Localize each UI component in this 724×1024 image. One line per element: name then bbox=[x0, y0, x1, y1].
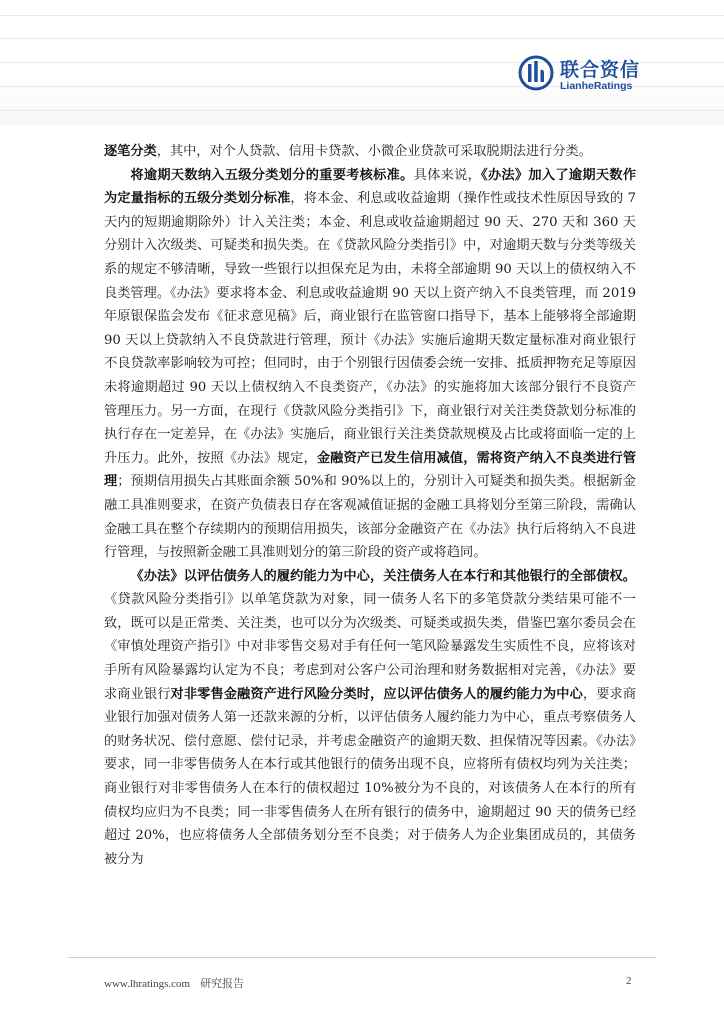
body-text: ，将本金、利息或收益逾期（操作性或技术性原因导致的 7 天内的短期逾期除外）计入关注类；本金、利息或收益逾期超过 90 天、270 天和 360 天分别计入次级类、可疑类和损失类。在《贷款风险分类指引》中，对逾期天数与分类等级关系的规定不够清晰，导致一些银行以担保充足为由，未将全部逾期 90 天以上的债权纳入不良类管理。《办法》要求将本金、利息或收益逾期 90 天以上资产纳入不良类管理，而 2019 年原银保监会发布《征求意见稿》后，商业银行在监管窗口指导下，基本上能够将全部逾期 90 天以上贷款纳入不良贷款进行管理，预计《办法》实施后逾期天数定量标准对商业银行不良贷款率影响较为可控；但同时，由于个别银行因债委会统一安排、抵质押物充足等原因未将逾期超过 90 天以上债权纳入不良类资产，《办法》的实施将加大该部分银行不良资产管理压力。另一方面，在现行《贷款风险分类指引》下，商业银行对关注类贷款划分标准的执行存在一定差异，在《办法》实施后，商业银行关注类贷款规模及占比或将面临一定的上升压力。此外，按照《办法》规定， bbox=[104, 191, 637, 466]
footer-divider bbox=[68, 957, 656, 958]
bold-text: 《办法》以评估债务人的履约能力为中心，关注债务人在本行和其他银行的全部债权。 bbox=[130, 568, 636, 584]
header-line bbox=[0, 110, 724, 111]
company-logo bbox=[518, 55, 648, 95]
body-text: ；预期信用损失占其账面余额 50%和 90%以上的，分别计入可疑类和损失类。根据新金融工具准则要求，在资产负债表日存在客观减值证据的金融工具将划分至第三阶段，需确认金融工具在整个存续期内的预期信用损失，该部分金融资产在《办法》执行后将纳入不良进行管理，与按照新金融工具准则划分的第三阶段的资产或将趋同。 bbox=[104, 474, 636, 561]
header-line bbox=[0, 38, 724, 39]
lianhe-logo-icon bbox=[518, 55, 554, 91]
paragraph bbox=[104, 164, 636, 565]
footer-report-type: 研究报告 bbox=[200, 978, 245, 990]
body-text: ，其中，对个人贷款、信用卡贷款、小微企业贷款可采取脱期法进行分类。 bbox=[156, 144, 592, 159]
page-footer bbox=[104, 975, 244, 991]
bold-text: 《办法》加入了逾期天数作为定量指标的五级分类划分标准 bbox=[104, 167, 637, 207]
body-text: 《贷款风险分类指引》以单笔贷款为对象，同一债务人名下的多笔贷款分类结果可能不一致，既可以是正常类、关注类，也可以分为次级类、可疑类或损失类，借鉴巴塞尔委员会在《审慎处理资产指引》中对非零售交易对手有任何一笔风险暴露发生实质性不良，应将该对手所有风险暴露均认定为不良；考虑到对公客户公司治理和财务数据相对完善，《办法》要求商业银行 bbox=[104, 592, 636, 702]
bold-text: 金融资产已发生信用减值，需将资产纳入不良类进行管理 bbox=[104, 450, 637, 490]
logo-chinese-name: 联合资信 bbox=[560, 59, 641, 81]
page-number: 2 bbox=[626, 975, 632, 987]
page-header bbox=[0, 0, 724, 125]
bold-text: 将逾期天数纳入五级分类划分的重要考核标准。 bbox=[130, 167, 414, 183]
paragraph bbox=[104, 140, 636, 164]
logo-english-name: LianheRatings bbox=[560, 80, 633, 92]
bold-text: 逐笔分类 bbox=[104, 144, 157, 159]
header-line bbox=[0, 15, 724, 16]
report-body bbox=[104, 140, 636, 871]
paragraph bbox=[104, 565, 636, 872]
bold-text: 对非零售金融资产进行风险分类时，应以评估债务人的履约能力为中心 bbox=[170, 686, 583, 702]
footer-website: www.lhratings.com bbox=[104, 978, 191, 990]
body-text: 具体来说， bbox=[413, 167, 482, 183]
body-text: ，要求商业银行加强对债务人第一还款来源的分析，以评估债务人履约能力为中心，重点考察债务人的财务状况、偿付意愿、偿付记录，并考虑金融资产的逾期天数、担保情况等因素。《办法》要求，同一非零售债务人在本行或其他银行的债务出现不良，应将所有债权均列为关注类；商业银行对非零售债务人在本行的债权超过 10%被分为不良的，对该债务人在本行的所有债权均应归为不良类；同一非零售债务人在所有银行的债务中，逾期超过 90 天的债务已经超过 20%，也应将债务人全部债务划分至不良类；对于债务人为企业集团成员的，其债务被分为 bbox=[104, 686, 637, 867]
